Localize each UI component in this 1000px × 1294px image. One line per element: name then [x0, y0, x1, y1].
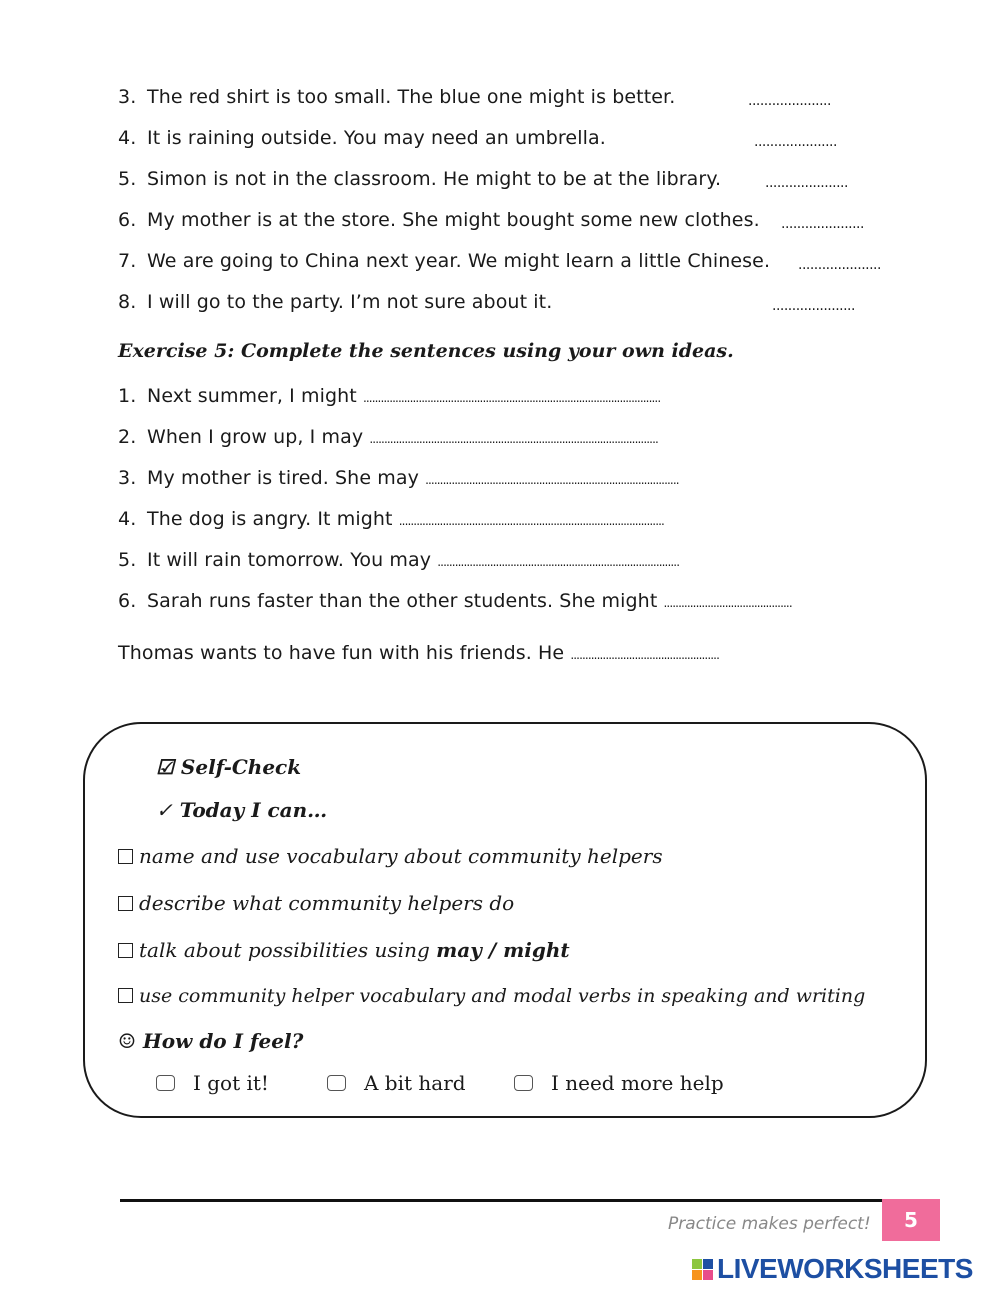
ex5-answer-blank-1[interactable]: ......................................................................................................	[362, 391, 661, 405]
rating-checkbox-icon[interactable]	[327, 1075, 346, 1091]
ex4-answer-blank-7[interactable]: .....................	[798, 257, 881, 273]
self-check-subtitle: ✓ Today I can…	[156, 798, 328, 822]
liveworksheets-brand[interactable]	[692, 1254, 973, 1284]
checkbox-icon[interactable]	[118, 896, 133, 911]
self-check-box	[83, 722, 927, 1118]
ex5-answer-blank-2[interactable]: ...................................................................................................	[369, 432, 658, 446]
footer-divider	[120, 1199, 885, 1202]
smiley-icon: ☺	[118, 1029, 136, 1053]
feel-question: ☺ How do I feel?	[118, 1029, 304, 1053]
rating-checkbox-icon[interactable]	[514, 1075, 533, 1091]
ex5-item-3: 3. My mother is tired. She may .......................................................................................	[118, 467, 679, 489]
ex5-answer-blank-6[interactable]: ............................................	[663, 596, 792, 610]
page-number-badge: 5	[882, 1199, 940, 1241]
can-do-item[interactable]: talk about possibilities using may / might	[118, 938, 570, 962]
ex4-answer-blank-3[interactable]: .....................	[748, 93, 831, 109]
ex5-item-2: 2. When I grow up, I may ...................................................................................................	[118, 426, 658, 448]
rating-checkbox-icon[interactable]	[156, 1075, 175, 1091]
check-mark-icon: ✓	[156, 798, 173, 822]
ex5-item-4: 4. The dog is angry. It might ...........................................................................................	[118, 508, 664, 530]
checkbox-icon[interactable]	[118, 849, 133, 864]
ex4-item-8: 8. I will go to the party. I’m not sure about it.	[118, 291, 553, 313]
footer-motto: Practice makes perfect!	[668, 1214, 871, 1234]
ex4-answer-blank-8[interactable]: .....................	[772, 298, 855, 314]
ex5-answer-blank-extra[interactable]: ...................................................	[570, 648, 719, 662]
ex5-item-6: 6. Sarah runs faster than the other students. She might ............................................	[118, 590, 792, 612]
ex4-answer-blank-5[interactable]: .....................	[765, 175, 848, 191]
checked-box-icon: ☑	[156, 755, 174, 779]
checkbox-icon[interactable]	[118, 943, 133, 958]
ex5-answer-blank-5[interactable]: ...................................................................................	[437, 555, 680, 569]
liveworksheets-logo-icon	[692, 1259, 713, 1280]
ex4-answer-blank-6[interactable]: .....................	[781, 216, 864, 232]
ex4-item-5: 5. Simon is not in the classroom. He might to be at the library.	[118, 168, 722, 190]
ex4-item-6: 6. My mother is at the store. She might bought some new clothes.	[118, 209, 760, 231]
self-check-title: ☑ Self-Check	[156, 755, 302, 779]
ex5-item-5: 5. It will rain tomorrow. You may ...................................................................................	[118, 549, 680, 571]
ex4-answer-blank-4[interactable]: .....................	[754, 134, 837, 150]
checkbox-icon[interactable]	[118, 988, 133, 1003]
ex5-extra-item: Thomas wants to have fun with his friends. He ...................................................	[118, 642, 719, 664]
ex5-item-1: 1. Next summer, I might ......................................................................................................	[118, 385, 661, 407]
rating-option[interactable]: A bit hard	[327, 1071, 466, 1095]
can-do-item[interactable]: describe what community helpers do	[118, 891, 514, 915]
ex4-item-4: 4. It is raining outside. You may need an umbrella.	[118, 127, 606, 149]
ex4-item-7: 7. We are going to China next year. We might learn a little Chinese.	[118, 250, 771, 272]
ex5-answer-blank-3[interactable]: .......................................................................................	[425, 473, 679, 487]
exercise5-title: Exercise 5: Complete the sentences using your own ideas.	[118, 340, 734, 362]
can-do-item[interactable]: name and use vocabulary about community helpers	[118, 844, 663, 868]
rating-option[interactable]: I need more help	[514, 1071, 724, 1095]
ex5-answer-blank-4[interactable]: ...........................................................................................	[398, 514, 664, 528]
brand-name: LIVEWORKSHEETS	[717, 1253, 973, 1284]
ex4-item-3: 3. The red shirt is too small. The blue one might is better.	[118, 86, 676, 108]
can-do-item[interactable]: use community helper vocabulary and modal verbs in speaking and writing	[118, 985, 865, 1007]
rating-option[interactable]: I got it!	[156, 1071, 269, 1095]
